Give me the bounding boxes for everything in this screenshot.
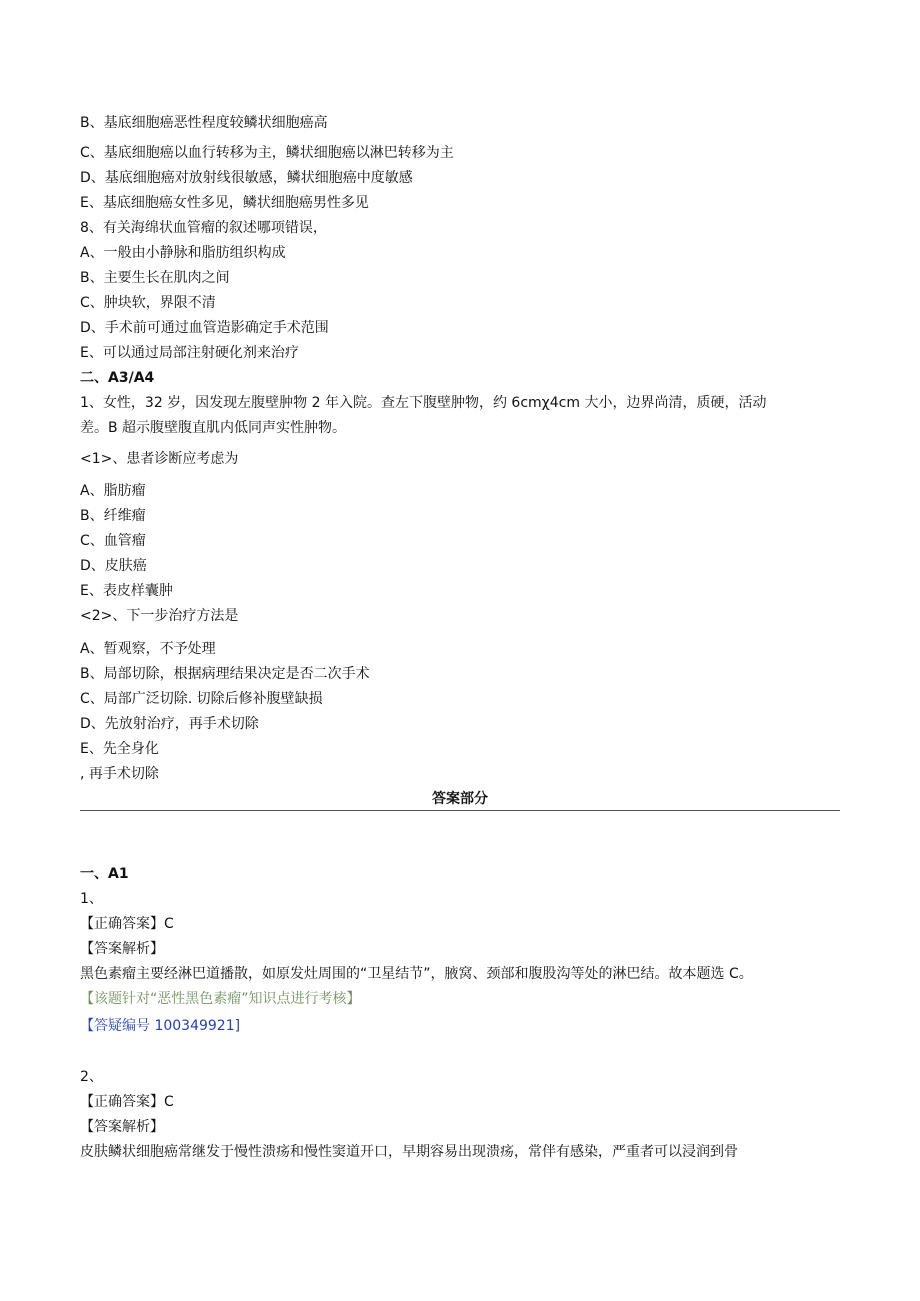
answer-2-analysis-label: 【答案解析】 — [80, 1119, 164, 1135]
sub2-option-e: E、先全身化 — [80, 741, 159, 757]
section-2-title: 二、A3/A4 — [80, 370, 155, 386]
answers-section-1-title: 一、A1 — [80, 866, 129, 882]
sub2-option-e-continuation: , 再手术切除 — [80, 766, 159, 782]
sub1-option-c: C、血管瘤 — [80, 533, 146, 549]
q8-option-d: D、手术前可通过血管造影确定手术范围 — [80, 320, 329, 336]
answers-title: 答案部分 — [432, 791, 488, 807]
sub1-option-a: A、脂肪瘤 — [80, 483, 146, 499]
q8-option-a: A、一般由小静脉和脂肪组织构成 — [80, 245, 286, 261]
q8-option-c: C、肿块软，界限不清 — [80, 295, 216, 311]
sub2-option-d: D、先放射治疗，再手术切除 — [80, 716, 259, 732]
answers-divider — [80, 810, 840, 811]
q8-stem: 8、有关海绵状血管瘤的叙述哪项错误， — [80, 220, 327, 236]
q7-option-e: E、基底细胞癌女性多见，鳞状细胞癌男性多见 — [80, 195, 369, 211]
sub-question-1-stem: <1>、患者诊断应考虑为 — [80, 451, 239, 467]
q7-option-b: B、基底细胞癌恶性程度较鳞状细胞癌高 — [80, 115, 328, 131]
q8-option-b: B、主要生长在肌肉之间 — [80, 270, 230, 286]
answer-1-knowledge-point: 【该题针对“恶性黑色素瘤”知识点进行考核】 — [80, 991, 361, 1007]
sub2-option-c: C、局部广泛切除. 切除后修补腹壁缺损 — [80, 691, 323, 707]
answer-2-number: 2、 — [80, 1069, 103, 1085]
answer-1-analysis-label: 【答案解析】 — [80, 941, 164, 957]
q8-option-e: E、可以通过局部注射硬化剂来治疗 — [80, 345, 299, 361]
sub2-option-b: B、局部切除，根据病理结果决定是否二次手术 — [80, 666, 370, 682]
sub1-option-e: E、表皮样囊肿 — [80, 583, 173, 599]
case-1-line-2: 差。B 超示腹壁腹直肌内低同声实性肿物。 — [80, 420, 347, 436]
sub1-option-d: D、皮肤癌 — [80, 558, 147, 574]
answer-1-analysis: 黑色素瘤主要经淋巴道播散，如原发灶周围的“卫星结节”，腋窝、颈部和腹股沟等处的淋巴结。故本题选 C。 — [80, 966, 753, 982]
answer-1-correct: 【正确答案】C — [80, 916, 174, 932]
sub-question-2-stem: <2>、下一步治疗方法是 — [80, 608, 239, 624]
sub1-option-b: B、纤维瘤 — [80, 508, 146, 524]
answer-1-number: 1、 — [80, 891, 103, 907]
q7-option-c: C、基底细胞癌以血行转移为主，鳞状细胞癌以淋巴转移为主 — [80, 145, 454, 161]
q7-option-d: D、基底细胞癌对放射线很敏感，鳞状细胞癌中度敏感 — [80, 170, 413, 186]
sub2-option-a: A、暂观察，不予处理 — [80, 641, 216, 657]
answer-2-analysis: 皮肤鳞状细胞癌常继发于慢性溃疡和慢性窦道开口，早期容易出现溃疡，常伴有感染，严重者可以浸润到骨 — [80, 1144, 738, 1160]
case-1-line-1: 1、女性，32 岁，因发现左腹壁肿物 2 年入院。查左下腹壁肿物，约 6cmχ4cm 大小，边界尚清，质硬，活动 — [80, 395, 767, 411]
answer-1-question-id-link[interactable]: 【答疑编号 100349921] — [80, 1018, 241, 1034]
answer-2-correct: 【正确答案】C — [80, 1094, 174, 1110]
